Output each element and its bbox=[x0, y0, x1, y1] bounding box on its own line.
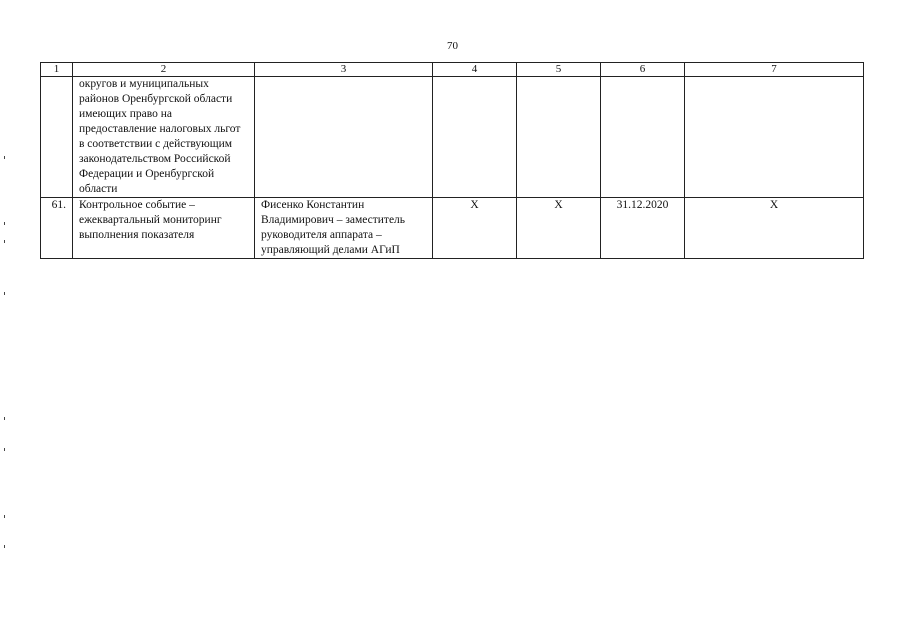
col4-cell: Х bbox=[433, 198, 517, 259]
col5-cell: Х bbox=[517, 198, 601, 259]
scan-mark bbox=[4, 448, 5, 451]
scan-mark bbox=[4, 545, 5, 548]
row-number-cell bbox=[41, 77, 73, 198]
col4-cell bbox=[433, 77, 517, 198]
event-name-cell: округов и муниципальных районов Оренбургской области имеющих право на предоставление налоговых льгот в соответствии с действующим законодательством Российской Федерации и Оренбургской области bbox=[73, 77, 255, 198]
col7-cell bbox=[685, 77, 864, 198]
column-header: 5 bbox=[517, 63, 601, 77]
column-header: 7 bbox=[685, 63, 864, 77]
col7-cell: Х bbox=[685, 198, 864, 259]
responsible-cell: Фисенко Константин Владимирович – заместитель руководителя аппарата – управляющий делами АГиП bbox=[255, 198, 433, 259]
column-header: 2 bbox=[73, 63, 255, 77]
col5-cell bbox=[517, 77, 601, 198]
event-name-cell: Контрольное событие – ежеквартальный мониторинг выполнения показателя bbox=[73, 198, 255, 259]
column-header: 3 bbox=[255, 63, 433, 77]
plan-table bbox=[40, 62, 864, 259]
scan-mark bbox=[4, 222, 5, 225]
header-row bbox=[41, 63, 864, 77]
responsible-cell bbox=[255, 77, 433, 198]
scan-mark bbox=[4, 292, 5, 295]
column-header: 1 bbox=[41, 63, 73, 77]
scan-mark bbox=[4, 515, 5, 518]
column-header: 4 bbox=[433, 63, 517, 77]
table-row bbox=[41, 198, 864, 259]
column-header: 6 bbox=[601, 63, 685, 77]
scan-mark bbox=[4, 156, 5, 159]
scan-mark bbox=[4, 240, 5, 243]
deadline-cell bbox=[601, 77, 685, 198]
page-number: 70 bbox=[447, 40, 458, 52]
deadline-cell: 31.12.2020 bbox=[601, 198, 685, 259]
table-row bbox=[41, 77, 864, 198]
row-number-cell: 61. bbox=[41, 198, 73, 259]
scan-mark bbox=[4, 417, 5, 420]
